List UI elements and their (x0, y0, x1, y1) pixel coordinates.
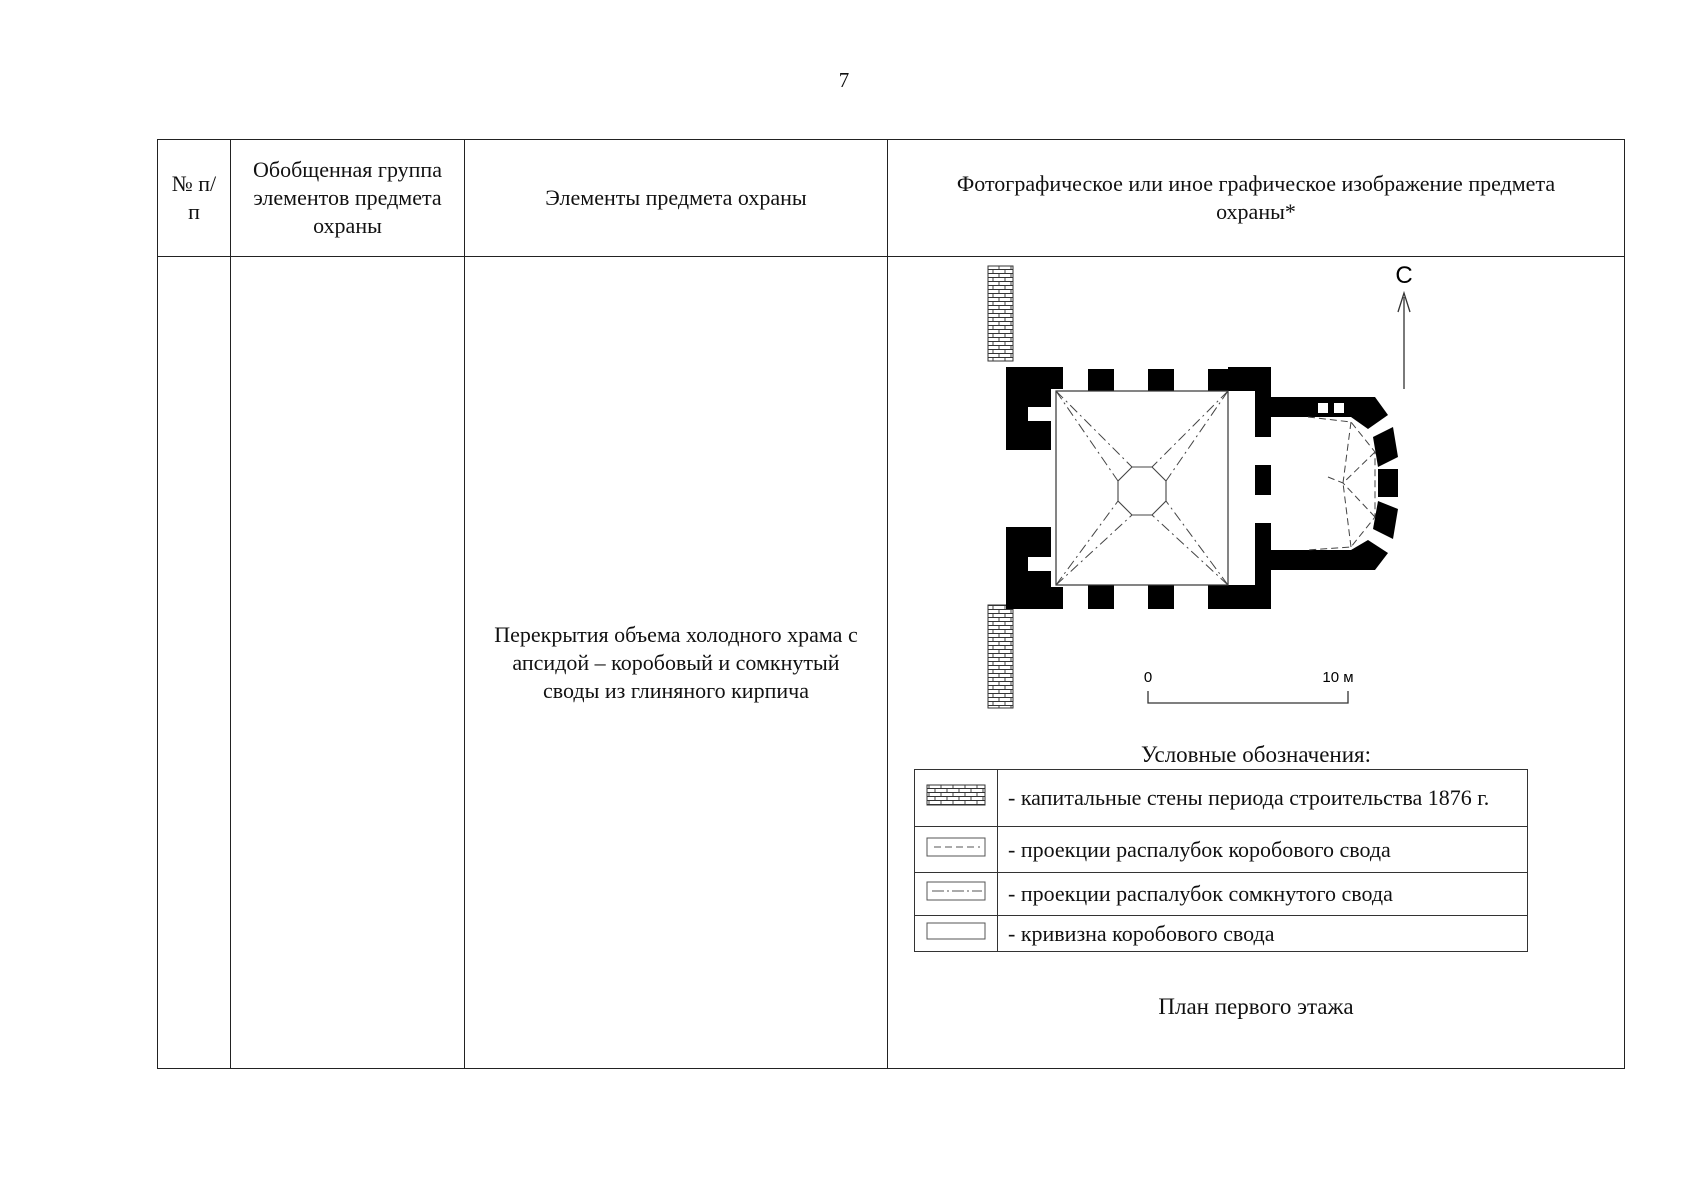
legend-item (915, 916, 1528, 952)
scale-start-label: 0 (1143, 669, 1153, 686)
header-number: № п/п (158, 140, 231, 257)
hall-vault-outline (1056, 391, 1228, 585)
apse-vault-lines (1308, 417, 1375, 550)
header-image: Фотографическое или иное графическое изображение предмета охраны* (888, 140, 1625, 257)
row-image-cell (888, 257, 1625, 1069)
scale-bar (1148, 691, 1348, 703)
legend-item-label: - проекции распалубок коробового свода (998, 827, 1528, 873)
protection-subject-table (157, 139, 1625, 1069)
empty-rectangle-icon (915, 916, 998, 952)
row-number (158, 257, 231, 1069)
brick-wall-upper (988, 266, 1013, 361)
table-header-row (158, 140, 1625, 257)
north-arrow-icon (1398, 293, 1410, 389)
legend-item-label: - кривизна коробового свода (998, 916, 1528, 952)
header-group: Обобщенная группа элементов предмета охраны (231, 140, 465, 257)
brick-wall-lower (988, 605, 1013, 708)
header-elements: Элементы предмета охраны (465, 140, 888, 257)
legend-item (915, 770, 1528, 827)
legend-item-label: - капитальные стены периода строительства 1876 г. (998, 770, 1528, 827)
row-elements: Перекрытия объема холодного храма с апсидой – коробовый и сомкнутый своды из глиняного кирпича (465, 257, 888, 1069)
brick-hatch-icon (915, 770, 998, 827)
page-number: 7 (838, 68, 850, 92)
north-label: С (1395, 262, 1413, 289)
table-row (158, 257, 1625, 1069)
legend-item (915, 827, 1528, 873)
scale-end-label: 10 м (1322, 669, 1354, 686)
drawing-caption: План первого этажа (1158, 994, 1354, 1019)
apse-walls (1271, 397, 1398, 570)
dash-dot-line-icon (915, 873, 998, 916)
legend-title: Условные обозначения: (1140, 742, 1372, 767)
legend-item (915, 873, 1528, 916)
legend-item-label: - проекции распалубок сомкнутого свода (998, 873, 1528, 916)
row-group (231, 257, 465, 1069)
dashed-line-icon (915, 827, 998, 873)
legend-table (914, 769, 1528, 952)
